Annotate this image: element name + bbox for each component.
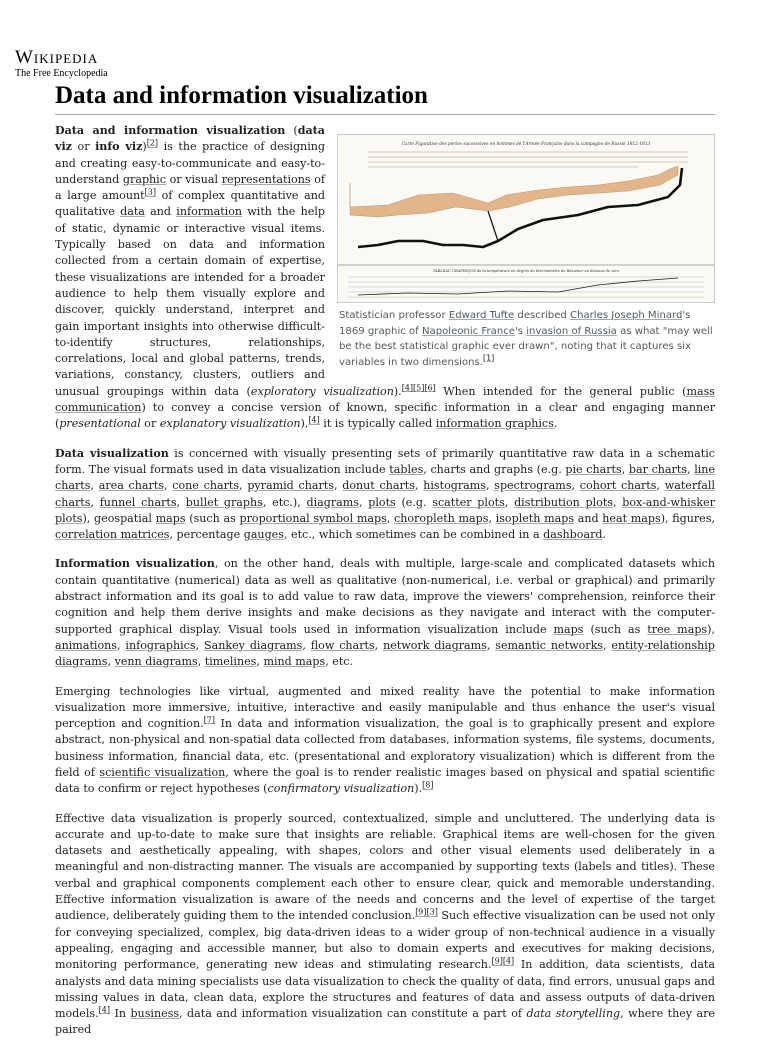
link-cone-charts[interactable]: cone charts <box>172 479 240 493</box>
link-maps[interactable]: maps <box>155 511 186 525</box>
link-flow-charts[interactable]: flow charts <box>310 638 375 652</box>
link-scientific-visualization[interactable]: scientific visualization <box>99 765 226 779</box>
link-business[interactable]: business <box>130 1007 180 1021</box>
link-spectrograms[interactable]: spectrograms <box>494 479 572 493</box>
link-area-charts[interactable]: area charts <box>98 479 164 493</box>
page-title: Data and information visualization <box>55 80 715 115</box>
figure-caption: Statistician professor Edward Tufte described Charles Joseph Minard's 1869 graphic of Napoleonic France's invasion of Russia as what "may well be the best statistical graphic ever drawn", noting that it captures six variables in two dimensions.[1] <box>339 310 713 368</box>
link-pyramid-charts[interactable]: pyramid charts <box>247 479 334 493</box>
link-animations[interactable]: animations <box>55 638 117 652</box>
link-diagrams[interactable]: diagrams <box>306 495 359 509</box>
link-sankey-diagrams[interactable]: Sankey diagrams <box>204 638 303 652</box>
link-tree-maps[interactable]: tree maps <box>647 622 708 636</box>
ref-link[interactable]: [4][5][6] <box>401 383 436 393</box>
minard-chart-title: Carte Figurative des pertes successives en hommes de l'Armée Française dans la campagne de Russie 1812-1813 <box>401 142 651 147</box>
link-gauges[interactable]: gauges <box>243 528 284 542</box>
link-pie-charts[interactable]: pie charts <box>565 462 622 476</box>
ref-link[interactable]: [4] <box>308 415 320 425</box>
wikipedia-wordmark: Wikipedia <box>15 47 99 68</box>
ref-link[interactable]: [9][3] <box>415 907 438 917</box>
link-box-and-whisker-plots[interactable]: box-and-whisker plots <box>55 495 715 525</box>
link-cohort-charts[interactable]: cohort charts <box>579 479 657 493</box>
link-network-diagrams[interactable]: network diagrams <box>383 638 487 652</box>
link-representations[interactable]: representations <box>221 172 311 186</box>
paragraph-data-visualization: Data visualization is concerned with visually presenting sets of primarily quantitative raw data in a schematic form. The visual formats used in data visualization include tables, charts and graphs (e.g. pie charts, bar charts, line charts, area charts, cone charts, pyramid charts, donut charts, histograms, spectrograms, cohort charts, waterfall charts, funnel charts, bullet graphs, etc.), diagrams, plots (e.g. scatter plots, distribution plots, box-and-whisker plots), geospatial maps (such as proportional symbol maps, choropleth maps, isopleth maps and heat maps), figures, correlation matrices, percentage gauges, etc., which sometimes can be combined in a dashboard. <box>55 446 715 542</box>
paragraph-emerging-technologies: Emerging technologies like virtual, augmented and mixed reality have the potential to make information visualization more immersive, intuitive, interactive and easily manipulable and thus enhance the user's visual perception and cognition.[7] In data and information visualization, the goal is to graphically present and explore abstract, non-physical and non-spatial data collected from databases, information systems, file systems, documents, business information, financial data, etc. (presentational and exploratory visualization) which is different from the field of scientific visualization, where the goal is to render realistic images based on physical and spatial scientific data to confirm or reject hypotheses (confirmatory visualization).[8] <box>55 684 715 796</box>
minard-figure <box>337 134 715 370</box>
link-bullet-graphs[interactable]: bullet graphs <box>185 495 263 509</box>
link-semantic-networks[interactable]: semantic networks <box>495 638 603 652</box>
link-choropleth-maps[interactable]: choropleth maps <box>393 511 489 525</box>
link-maps-2[interactable]: maps <box>553 622 584 636</box>
wikipedia-tagline: The Free Encyclopedia <box>15 68 108 79</box>
article-body <box>55 123 715 1052</box>
minard-chart-image[interactable] <box>337 134 715 303</box>
link-information[interactable]: information <box>176 205 243 219</box>
link-bar-charts[interactable]: bar charts <box>628 462 687 476</box>
link-waterfall-charts[interactable]: waterfall charts <box>55 479 715 509</box>
ref-link[interactable]: [4] <box>98 1005 110 1015</box>
link-graphic[interactable]: graphic <box>122 172 166 186</box>
link-heat-maps[interactable]: heat maps <box>602 511 661 525</box>
link-histograms[interactable]: histograms <box>423 479 486 493</box>
link-infographics[interactable]: infographics <box>125 638 196 652</box>
link-proportional-symbol-maps[interactable]: proportional symbol maps <box>239 511 387 525</box>
ref-link[interactable]: [3] <box>144 187 156 197</box>
link-donut-charts[interactable]: donut charts <box>342 479 415 493</box>
link-charles-joseph-minard[interactable]: Charles Joseph Minard <box>570 310 683 321</box>
link-edward-tufte[interactable]: Edward Tufte <box>448 310 515 321</box>
ref-link[interactable]: [8] <box>422 780 434 790</box>
link-funnel-charts[interactable]: funnel charts <box>99 495 177 509</box>
link-plots[interactable]: plots <box>368 495 396 509</box>
ref-link[interactable]: [1] <box>482 353 495 363</box>
link-tables[interactable]: tables <box>389 462 424 476</box>
link-distribution-plots[interactable]: distribution plots <box>514 495 614 509</box>
link-information-graphics[interactable]: information graphics <box>435 417 554 431</box>
paragraph-information-visualization: Information visualization, on the other hand, deals with multiple, large-scale and complicated datasets which contain quantitative (numerical) data as well as qualitative (non-numerical, i.e. verbal or graphical) and primarily abstract information and its goal is to add value to raw data, improve the viewers' comprehension, reinforce their cognition and help them derive insights and make decisions as they navigate and interact with the computer-supported graphical display. Visual tools used in information visualization include maps (such as tree maps), animations, infographics, Sankey diagrams, flow charts, network diagrams, semantic networks, entity-relationship diagrams, venn diagrams, timelines, mind maps, etc. <box>55 557 716 669</box>
ref-link[interactable]: [2] <box>146 138 159 148</box>
link-line-charts[interactable]: line charts <box>55 462 715 493</box>
link-correlation-matrices[interactable]: correlation matrices <box>55 528 170 542</box>
ref-link[interactable]: [9][4] <box>491 956 515 966</box>
ref-link[interactable]: [7] <box>203 715 215 725</box>
link-data[interactable]: data <box>120 205 145 219</box>
link-napoleonic-france[interactable]: Napoleonic France <box>421 325 515 337</box>
link-invasion-of-russia[interactable]: invasion of Russia <box>526 325 617 337</box>
paragraph-intro: Data and information visualization (data viz or info viz)[2] is the practice of designing and creating easy-to-communicate and easy-to-understand graphic or visual representations of a large amount[3] of complex quantitative and qualitative data and information with the help of static, dynamic or interactive visual items. Typically based on data and information collected from a certain domain of expertise, these visualizations are intended for a broader audience to help them visually explore and discover, quickly understand, interpret and gain important insights into otherwise difficult-to-identify structures, relationships, correlations, local and global patterns, trends, variations, constancy, clusters, outliers and unusual groupings within data (exploratory visualization).[4][5][6] When intended for the general public (mass communication) to convey a concise version of known, specific information in a clear and engaging manner (presentational or explanatory visualization),[4] it is typically called information graphics. <box>55 124 715 431</box>
link-isopleth-maps[interactable]: isopleth maps <box>495 511 575 525</box>
link-dashboard[interactable]: dashboard <box>543 528 603 542</box>
link-venn-diagrams[interactable]: venn diagrams <box>114 655 198 669</box>
link-mass-communication[interactable]: mass communication <box>55 384 715 415</box>
paragraph-effective-visualization: Effective data visualization is properly sourced, contextualized, simple and uncluttered. The underlying data is accurate and up-to-date to make sure that insights are reliable. Graphical items are well-chosen for the given datasets and aesthetically appealing, with shapes, colors and other visual elements used deliberately in a meaningful and non-distracting manner. The visuals are accompanied by supporting texts (labels and titles). These verbal and graphical components complement each other to ensure clear, quick and memorable understanding. Effective information visualization is aware of the needs and concerns and the level of expertise of the target audience, deliberately guiding them to the intended conclusion.[9][3] Such effective visualization can be used not only for conveying specialized, complex, big data-driven ideas to a wider group of non-technical audience in a visually appealing, engaging and accessible manner, but also to domain experts and executives for making decisions, monitoring performance, generating new ideas and stimulating research.[9][4] In addition, data scientists, data analysts and data mining specialists use data visualization to check the quality of data, find errors, unusual gaps and missing values in data, clean data, explore the structures and features of data and assess outputs of data-driven models.[4] In business, data and information visualization can constitute a part of data storytelling, where they are paired <box>55 811 715 1037</box>
link-mind-maps[interactable]: mind maps <box>263 655 326 669</box>
link-timelines[interactable]: timelines <box>204 655 257 669</box>
link-scatter-plots[interactable]: scatter plots <box>432 495 505 509</box>
minard-temperature-title: TABLEAU GRAPHIQUE de la température en degrés du thermomètre de Réaumur au dessous de zéro <box>432 269 620 273</box>
wikipedia-logo[interactable] <box>15 48 108 80</box>
link-entity-relationship-diagrams[interactable]: entity-relationship diagrams <box>55 638 715 669</box>
